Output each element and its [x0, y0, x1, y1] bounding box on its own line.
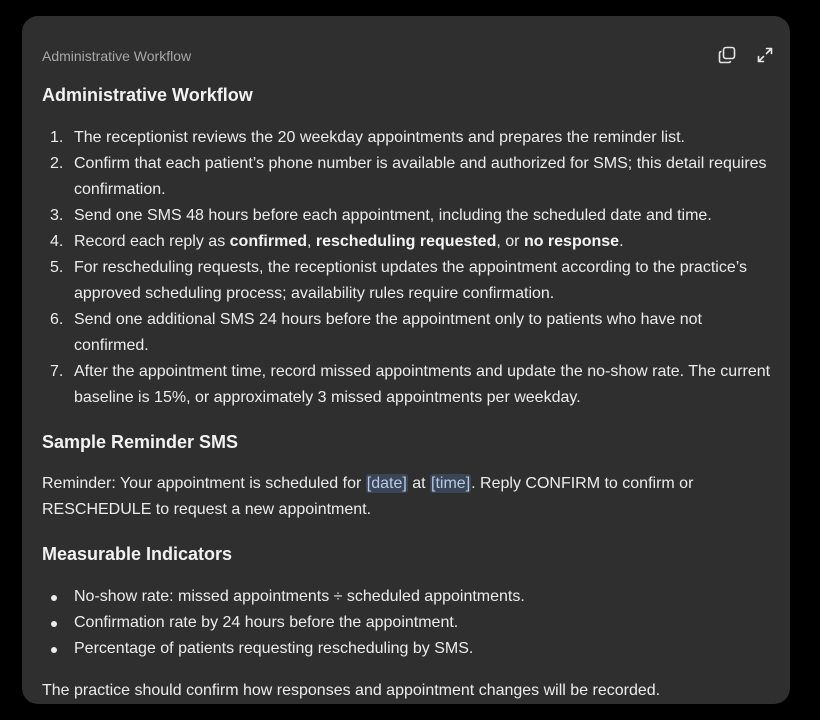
indicators-list	[42, 584, 772, 662]
status-confirmed: confirmed	[229, 233, 307, 250]
list-item	[42, 359, 772, 411]
time-placeholder: [time]	[431, 475, 471, 492]
status-no-response: no response	[523, 233, 620, 250]
list-item	[42, 203, 772, 229]
list-number: 7.	[50, 363, 64, 380]
list-item	[42, 229, 772, 255]
list-text: Confirm that each patient’s phone number is available and authorized for SMS; this detail requires confirmation.	[74, 155, 767, 198]
bullet	[51, 595, 57, 601]
list-item	[42, 125, 772, 151]
copy-icon[interactable]	[716, 44, 738, 66]
sms-text: at	[407, 475, 431, 492]
list-item	[42, 151, 772, 203]
section-heading-workflow: Administrative Workflow	[42, 85, 253, 105]
list-text: Confirmation rate by 24 hours before the appointment.	[74, 614, 459, 631]
list-number: 4.	[50, 233, 64, 250]
list-text: The receptionist reviews the 20 weekday appointments and prepares the reminder list.	[74, 129, 685, 146]
list-item	[42, 307, 772, 359]
sms-text: Reminder: Your appointment is scheduled for	[42, 475, 366, 492]
list-text: Percentage of patients requesting rescheduling by SMS.	[74, 640, 474, 657]
workflow-list	[42, 125, 772, 411]
footer-note: The practice should confirm how responses and appointment changes will be recorded.	[42, 682, 661, 699]
list-number: 3.	[50, 207, 64, 224]
list-item	[42, 255, 772, 307]
list-text: For rescheduling requests, the receptionist updates the appointment according to the practice’s approved scheduling process; availability rules require confirmation.	[74, 259, 747, 302]
section-heading-sms: Sample Reminder SMS	[42, 432, 239, 452]
list-item	[42, 610, 772, 636]
list-text: Send one additional SMS 24 hours before the appointment only to patients who have not confirmed.	[74, 311, 702, 354]
list-text: Record each reply as	[74, 233, 230, 250]
list-text: After the appointment time, record missed appointments and update the no-show rate. The current baseline is 15%, or approximately 3 missed appointments per weekday.	[74, 363, 771, 406]
list-text: .	[619, 233, 624, 250]
list-text: ,	[306, 233, 316, 250]
bullet	[51, 621, 57, 627]
list-text: , or	[496, 233, 524, 250]
list-text: No-show rate: missed appointments ÷ scheduled appointments.	[74, 588, 525, 605]
section-heading-indicators: Measurable Indicators	[42, 544, 233, 564]
list-number: 5.	[50, 259, 64, 276]
list-text: Send one SMS 48 hours before each appointment, including the scheduled date and time.	[74, 207, 712, 224]
date-placeholder: [date]	[366, 475, 407, 492]
sms-text: . Reply CONFIRM to confirm or RESCHEDULE to request a new appointment.	[42, 475, 694, 518]
status-rescheduling: rescheduling requested	[315, 233, 497, 250]
list-item	[42, 584, 772, 610]
bullet	[51, 647, 57, 653]
document-card	[22, 16, 790, 704]
list-number: 1.	[50, 129, 64, 146]
list-number: 2.	[50, 155, 64, 172]
card-header-title: Administrative Workflow	[42, 48, 192, 64]
expand-icon[interactable]	[754, 44, 776, 66]
list-number: 6.	[50, 311, 64, 328]
list-item	[42, 636, 772, 662]
sample-sms-text	[42, 471, 772, 523]
